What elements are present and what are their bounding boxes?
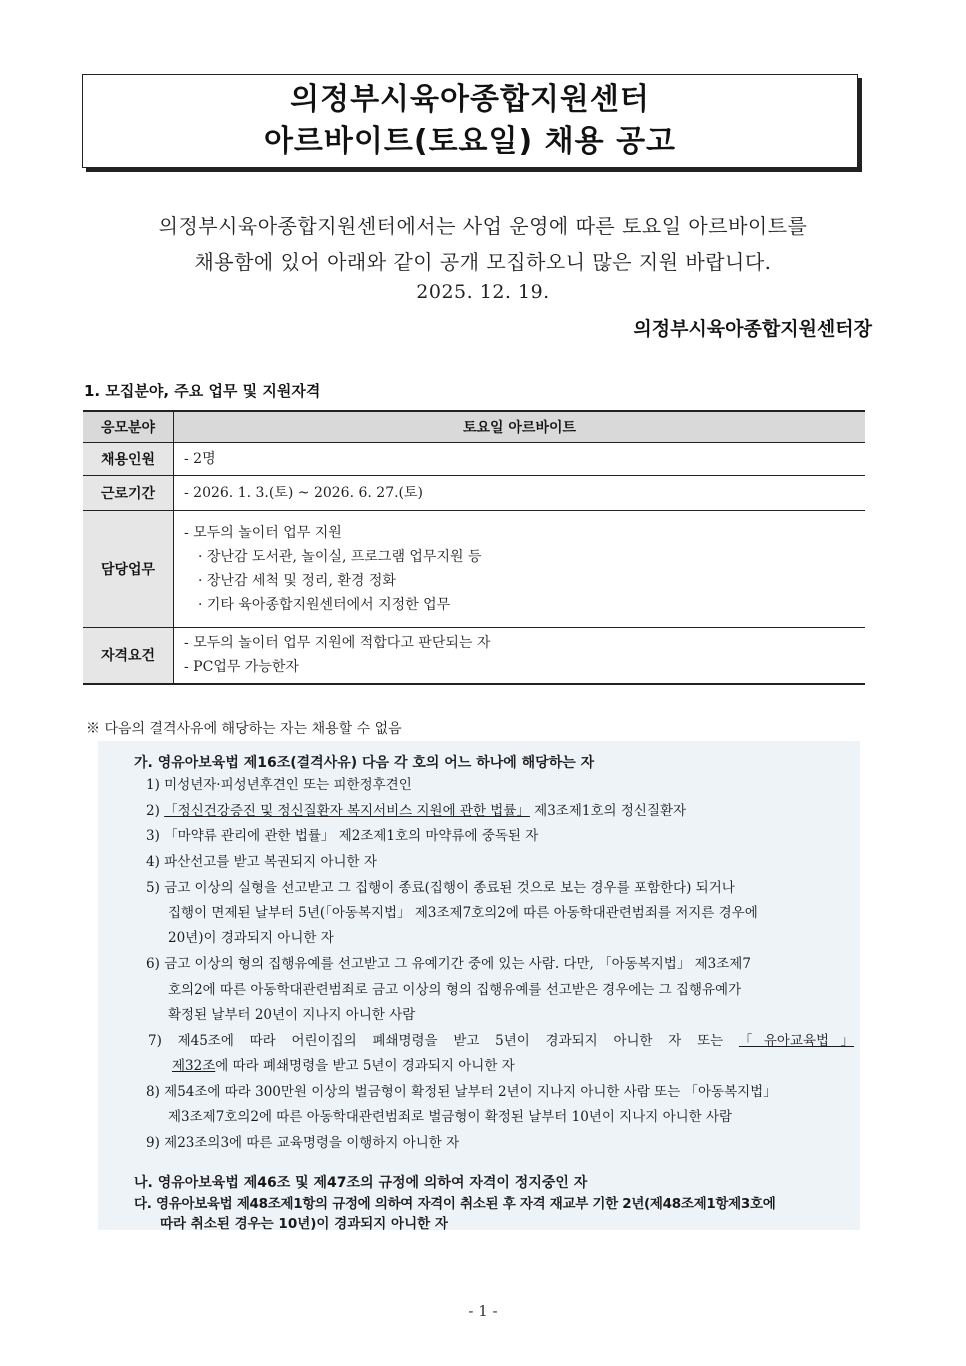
clause-item-cont <box>172 1054 515 1074</box>
row-label-headcount: 채용인원 <box>83 442 174 475</box>
clause-ga-title: 가. 영유아보육법 제16조(결격사유) 다음 각 호의 어느 하나에 해당하는 자 <box>134 755 595 771</box>
row-value-qualification <box>174 627 866 684</box>
clause-item-cont: 확정된 날부터 20년이 지나지 아니한 사람 <box>168 1007 416 1023</box>
period-text: - 2026. 1. 3.(토) ~ 2026. 6. 27.(토) <box>184 484 424 501</box>
clause-item: 1) 미성년자·피성년후견인 또는 피한정후견인 <box>146 777 412 793</box>
clause-item <box>146 799 686 819</box>
title-box <box>82 74 858 168</box>
disqualification-note: ※ 다음의 결격사유에 해당하는 자는 채용할 수 없음 <box>86 721 402 737</box>
article-32-link: 제32조 <box>172 1058 216 1074</box>
clause-item <box>148 1029 854 1049</box>
page-number: - 1 - <box>468 1302 498 1320</box>
table-row <box>83 627 865 684</box>
duty-line: · 기타 육아종합지원센터에서 지정한 업무 <box>198 596 451 613</box>
clause-item-prefix: 2) <box>146 803 165 819</box>
clause-item-prefix: 7) 제45조에 따라 어린이집의 폐쇄명령을 받고 5년이 경과되지 아니한 자 또는 <box>148 1033 739 1049</box>
clause-item: 5) 금고 이상의 실형을 선고받고 그 집행이 종료(집행이 종료된 것으로 보는 경우를 포함한다) 되거나 <box>146 880 735 896</box>
intro-line-1: 의정부시육아종합지원센터에서는 사업 운영에 따른 토요일 아르바이트를 <box>158 214 808 238</box>
mental-health-act-link: 「정신건강증진 및 정신질환자 복지서비스 지원에 관한 법률」 <box>164 803 530 819</box>
duty-line: · 장난감 도서관, 놀이실, 프로그램 업무지원 등 <box>198 548 482 565</box>
title-line-1: 의정부시육아종합지원센터 <box>290 82 650 117</box>
header-label: 응모분야 <box>83 411 174 442</box>
section-1-title: 1. 모집분야, 주요 업무 및 지원자격 <box>84 382 321 400</box>
clause-da-line-1: 다. 영유아보육법 제48조제1항의 규정에 의하여 자격이 취소된 후 자격 재교부 기한 2년(제48조제1항제3호에 <box>134 1196 776 1212</box>
clause-item-suffix: 에 따라 폐쇄명령을 받고 5년이 경과되지 아니한 자 <box>215 1058 515 1074</box>
row-label-qualification: 자격요건 <box>83 627 174 684</box>
duty-line: - 모두의 놀이터 업무 지원 <box>184 524 342 541</box>
qualification-line: - 모두의 놀이터 업무 지원에 적합다고 판단되는 자 <box>184 635 491 652</box>
clause-item-suffix: 제3조제1호의 정신질환자 <box>529 803 687 819</box>
clause-item: 6) 금고 이상의 형의 집행유예를 선고받고 그 유예기간 중에 있는 사람. 다만, 「아동복지법」 제3조제7 <box>146 956 751 972</box>
row-label-period: 근로기간 <box>83 475 174 510</box>
intro-line-2: 채용함에 있어 아래와 같이 공개 모집하오니 많은 지원 바랍니다. <box>194 250 772 274</box>
clause-item: 4) 파산선고를 받고 복권되지 아니한 자 <box>146 854 377 870</box>
clause-item-cont: 호의2에 따른 아동학대관련범죄로 금고 이상의 형의 집행유예를 선고받은 경우에는 그 집행유예가 <box>168 982 742 998</box>
headcount-text: - 2명 <box>184 450 216 467</box>
clause-da-line-2: 따라 취소된 경우는 10년)이 경과되지 아니한 자 <box>160 1216 448 1232</box>
clause-na: 나. 영유아보육법 제46조 및 제47조의 규정에 의하여 자격이 정지중인 자 <box>134 1175 588 1191</box>
row-value-period <box>174 475 866 510</box>
signer: 의정부시육아종합지원센터장 <box>633 318 872 340</box>
clause-item: 3) 「마약류 관리에 관한 법률」 제2조제1호의 마약류에 중독된 자 <box>146 828 539 844</box>
early-education-act-link: 「유아교육법」 <box>738 1033 854 1049</box>
table-row <box>83 442 865 475</box>
row-value-duties <box>174 510 866 627</box>
clause-item-cont: 제3조제7호의2에 따른 아동학대관련범죄로 벌금형이 확정된 날부터 10년이 지나지 아니한 사람 <box>168 1109 733 1125</box>
title-line-2: 아르바이트(토요일) 채용 공고 <box>263 124 677 159</box>
table-row <box>83 475 865 510</box>
table-header-row <box>83 411 865 442</box>
duty-line: · 장난감 세척 및 정리, 환경 정화 <box>198 572 396 589</box>
row-label-duties: 담당업무 <box>83 510 174 627</box>
header-value: 토요일 아르바이트 <box>174 411 866 442</box>
notice-date: 2025. 12. 19. <box>416 281 550 303</box>
row-value-headcount <box>174 442 866 475</box>
recruitment-table <box>83 410 865 685</box>
table-row <box>83 510 865 627</box>
clause-item-cont: 집행이 면제된 날부터 5년(「아동복지법」 제3조제7호의2에 따른 아동학대관련범죄를 저지른 경우에 <box>168 905 758 921</box>
clause-item: 9) 제23조의3에 따른 교육명령을 이행하지 아니한 자 <box>146 1135 460 1151</box>
clause-item: 8) 제54조에 따라 300만원 이상의 벌금형이 확정된 날부터 2년이 지나지 아니한 사람 또는 「아동복지법」 <box>146 1084 777 1100</box>
clause-item-cont: 20년)이 경과되지 아니한 자 <box>168 930 334 946</box>
qualification-line: - PC업무 가능한자 <box>184 659 299 676</box>
